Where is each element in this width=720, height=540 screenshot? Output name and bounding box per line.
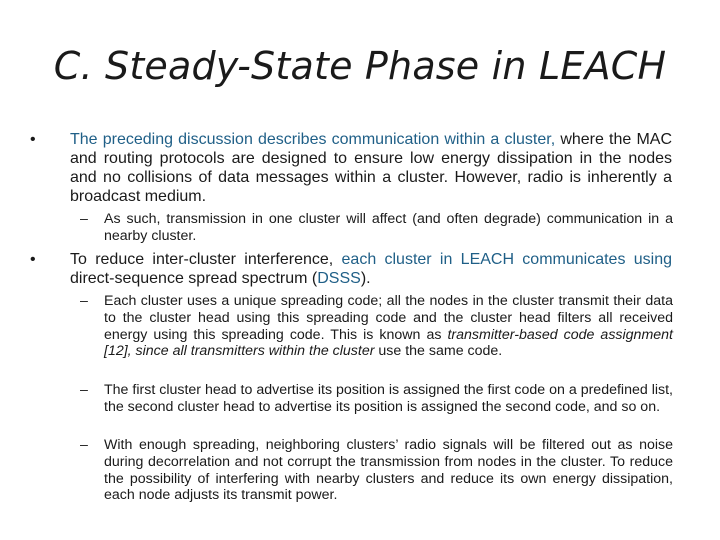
bullet-2-text-a: To reduce inter-cluster interference,: [70, 251, 342, 268]
dash-marker: –: [80, 437, 88, 453]
sub-bullet-3-text: The first cluster head to advertise its position is assigned the first code on a predefined list, the second cluster head to advertise its position is assigned the second code, and so on.: [104, 382, 673, 415]
bullet-2-text-e: ).: [360, 270, 371, 287]
bullet-1: [30, 130, 672, 206]
dash-marker: –: [80, 382, 88, 398]
dash-marker: –: [80, 211, 88, 227]
sub-bullet-2: [80, 293, 673, 360]
bullet-2-text-c: direct-sequence spread spectrum (: [70, 270, 318, 287]
dash-marker: –: [80, 293, 88, 309]
sub-bullet-1: [80, 211, 673, 245]
slide-title: C. Steady-State Phase in LEACH: [53, 44, 667, 88]
bullet-marker: •: [30, 251, 36, 268]
sub-bullet-2-text-a: Each cluster uses a unique spreading code; all the nodes in the cluster transmit their data to the cluster head using this spreading code and the cluster head filters all received energy using this spreading code. This is known as: [104, 293, 673, 343]
sub-bullet-2-italic: transmitter-based code assignment [12], since all transmitters within the cluster: [104, 326, 673, 360]
bullet-2: [30, 250, 673, 288]
bullet-1-highlight: The preceding discussion describes communication within a cluster,: [70, 131, 556, 148]
sub-bullet-2-text-c: use the same code.: [374, 343, 503, 360]
bullet-marker: •: [30, 131, 36, 148]
dsss-acronym: DSSS: [317, 270, 361, 287]
sub-bullet-3: [80, 382, 673, 416]
bullet-2-highlight: each cluster in LEACH communicates using: [341, 251, 673, 268]
bullet-1-text: where the MAC and routing protocols are designed to ensure low energy dissipation in the nodes and no collisions of data messages within a cluster. However, radio is inherently a broadcast medium.: [70, 131, 672, 205]
sub-bullet-1-text: As such, transmission in one cluster will affect (and often degrade) communication in a nearby cluster.: [104, 211, 673, 244]
sub-bullet-4: [80, 437, 673, 504]
sub-bullet-4-text: With enough spreading, neighboring clusters’ radio signals will be filtered out as noise during decorrelation and not corrupt the transmission from nodes in the cluster. To reduce the possibility of interfering with nearby clusters and reduce its own energy dissipation, each node adjusts its transmit power.: [104, 437, 673, 504]
